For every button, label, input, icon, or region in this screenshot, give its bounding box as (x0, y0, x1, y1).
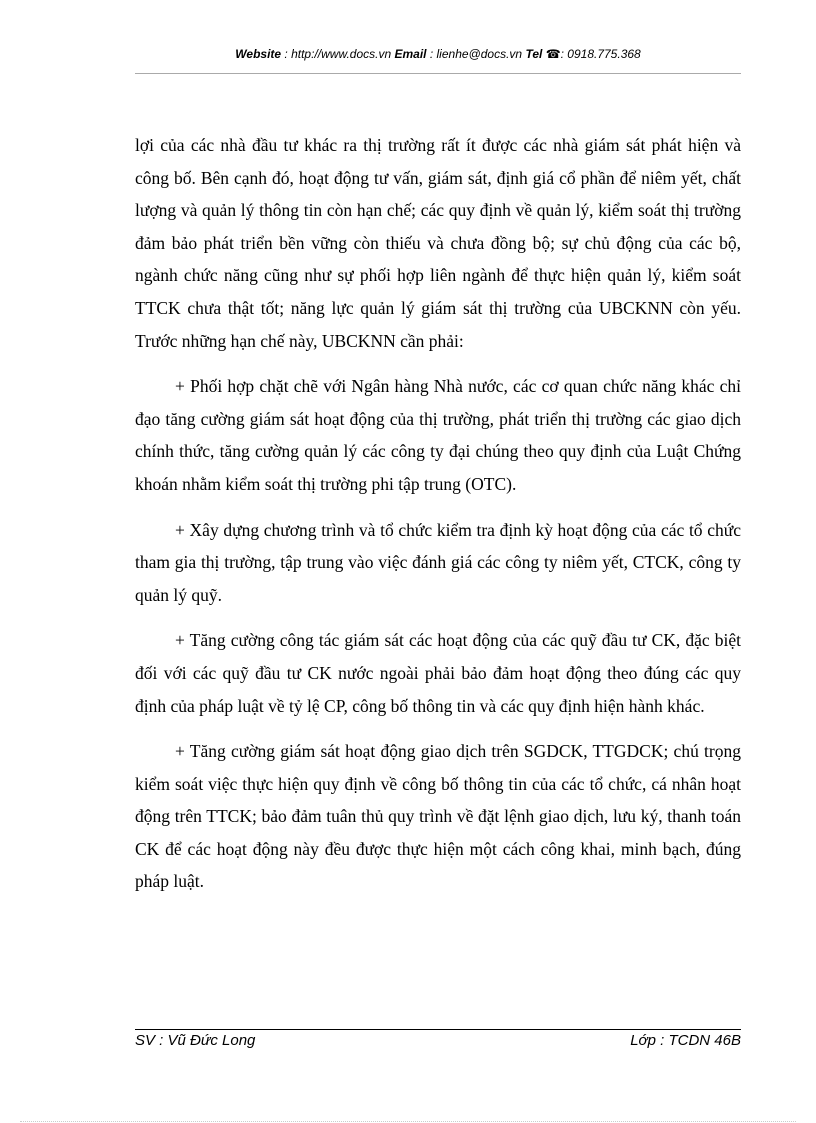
tel-label: Tel (525, 47, 543, 61)
website-url: http://www.docs.vn (291, 47, 392, 61)
page-footer (135, 1032, 741, 1049)
paragraph: + Tăng cường công tác giám sát các hoạt động của các quỹ đầu tư CK, đặc biệt đối với các quỹ đầu tư CK nước ngoài phải bảo đảm hoạt động theo đúng các quy định của pháp luật về tỷ lệ CP, công bố thông tin và các quy định hiện hành khác. (135, 630, 741, 716)
website-separator: : (281, 47, 292, 61)
page-bottom-dotted-line (20, 1121, 796, 1122)
footer-divider (135, 1029, 741, 1030)
footer-student: SV : Vũ Đức Long (135, 1032, 256, 1049)
paragraph: + Tăng cường giám sát hoạt động giao dịch trên SGDCK, TTGDCK; chú trọng kiểm soát việc thực hiện quy định về công bố thông tin của các tổ chức, cá nhân hoạt động trên TTCK; bảo đảm tuân thủ quy trình về đặt lệnh giao dịch, lưu ký, thanh toán CK để các hoạt động này đều được thực hiện một cách công khai, minh bạch, đúng pháp luật. (135, 741, 741, 892)
paragraph: + Xây dựng chương trình và tổ chức kiểm tra định kỳ hoạt động của các tổ chức tham gia thị trường, tập trung vào việc đánh giá các công ty niêm yết, CTCK, công ty quản lý quỹ. (135, 519, 741, 605)
email-separator: : (426, 47, 437, 61)
page-header (135, 47, 741, 61)
header-divider (135, 73, 741, 74)
email-label: Email (394, 47, 427, 61)
website-label: Website (235, 47, 282, 61)
email-value: lienhe@docs.vn (436, 47, 523, 61)
document-body (135, 129, 741, 911)
phone-icon: ☎ (545, 47, 561, 61)
paragraph: lợi của các nhà đầu tư khác ra thị trường rất ít được các nhà giám sát phát hiện và công bố. Bên cạnh đó, hoạt động tư vấn, giám sát, định giá cổ phần để niêm yết, chất lượng và quản lý thông tin còn hạn chế; các quy định về quản lý, kiểm soát thị trường đảm bảo phát triển bền vững còn thiếu và chưa đồng bộ; sự chủ động của các bộ, ngành chức năng cũng như sự phối hợp liên ngành để thực hiện quản lý, kiểm soát TTCK chưa thật tốt; năng lực quản lý giám sát thị trường của UBCKNN còn yếu. Trước những hạn chế này, UBCKNN cần phải: (135, 135, 741, 351)
paragraph: + Phối hợp chặt chẽ với Ngân hàng Nhà nước, các cơ quan chức năng khác chỉ đạo tăng cường giám sát hoạt động của thị trường, phát triển thị trường các giao dịch chính thức, tăng cường quản lý các công ty đại chúng theo quy định của Luật Chứng khoán nhằm kiểm soát thị trường phi tập trung (OTC). (135, 376, 741, 494)
tel-value: : 0918.775.368 (560, 47, 641, 61)
footer-class: Lớp : TCDN 46B (630, 1032, 741, 1049)
